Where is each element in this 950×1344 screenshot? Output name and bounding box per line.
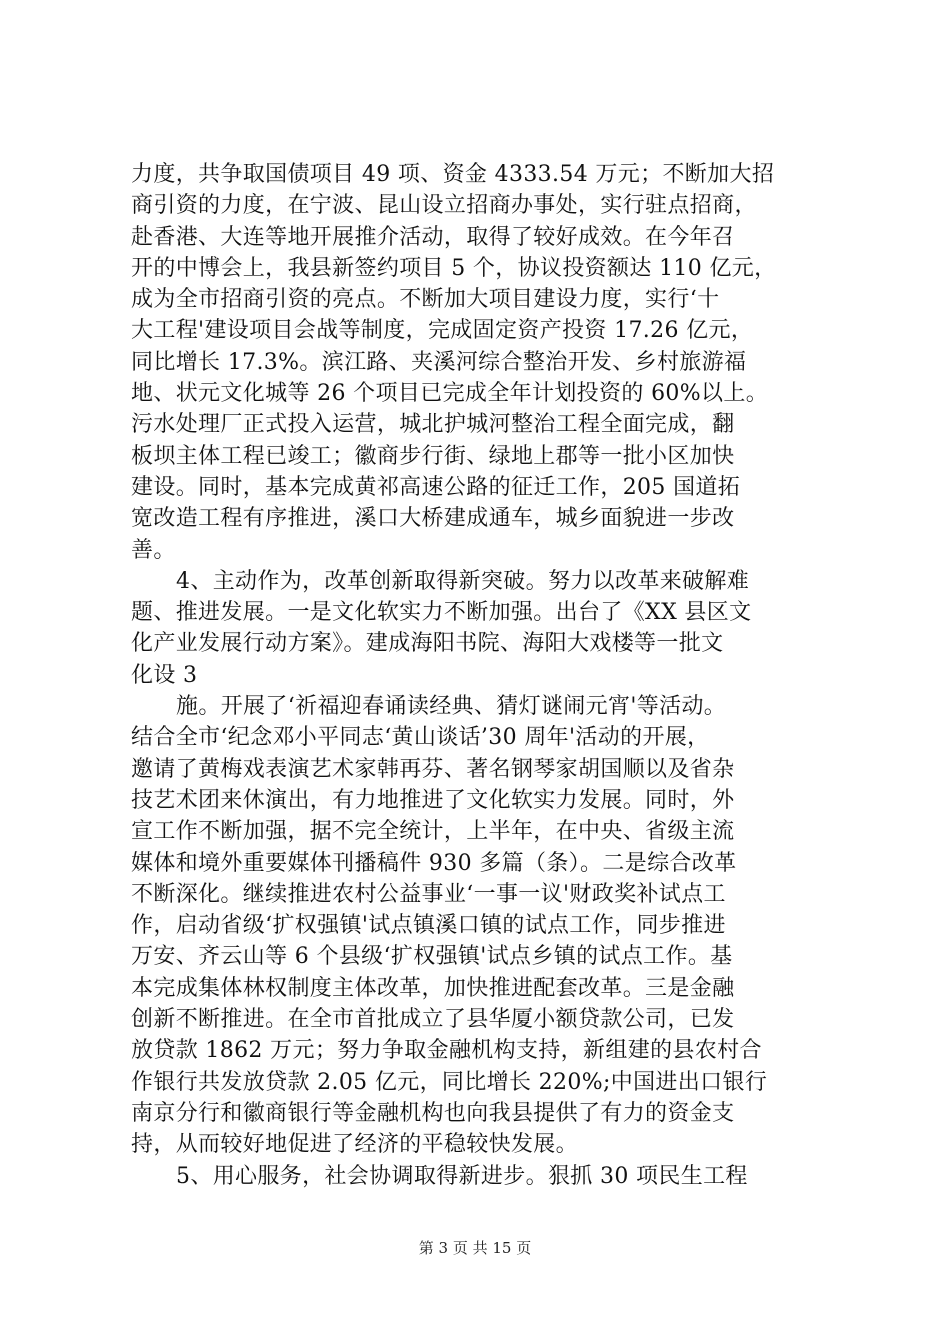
text-line: 开的中博会上，我县新签约项目 5 个，协议投资额达 110 亿元， [131,255,777,281]
text-line: 作银行共发放贷款 2.05 亿元，同比增长 220%;中国进出口银行 [131,1069,768,1095]
paragraph-start-line: 4、主动作为，改革创新取得新突破。努力以改革来破解难 [176,568,750,594]
text-line: 邀请了黄梅戏表演艺术家韩再芬、著名钢琴家胡国顺以及省杂 [131,756,735,782]
text-line: 力度，共争取国债项目 49 项、资金 4333.54 万元；不断加大招 [131,162,775,187]
text-line: 同比增长 17.3%。滨江路、夹溪河综合整治开发、乡村旅游福 [131,349,747,375]
text-line: 本完成集体林权制度主体改革，加快推进配套改革。三是金融 [131,975,735,1001]
text-line: 持，从而较好地促进了经济的平稳较快发展。 [131,1132,579,1158]
text-line: 创新不断推进。在全市首批成立了县华厦小额贷款公司，已发 [131,1007,735,1033]
text-line: 板坝主体工程已竣工；徽商步行街、绿地上郡等一批小区加快 [131,443,735,469]
text-line: 放贷款 1862 万元；努力争取金融机构支持，新组建的县农村合 [131,1038,762,1064]
text-line: 大工程'建设项目会战等制度，完成固定资产投资 17.26 亿元， [131,318,754,344]
text-line: 题、推进发展。一是文化软实力不断加强。出台了《XX 县区文 [131,600,752,626]
text-line: 南京分行和徽商银行等金融机构也向我县提供了有力的资金支 [131,1100,735,1126]
text-line: 结合全市‘纪念邓小平同志‘黄山谈话’30 周年'活动的开展， [131,725,710,751]
text-line: 宽改造工程有序推进，溪口大桥建成通车，城乡面貌进一步改 [131,506,735,532]
text-line: 建设。同时，基本完成黄祁高速公路的征迁工作，205 国道拓 [131,474,741,500]
document-body [131,159,843,1192]
text-line: 成为全市招商引资的亮点。不断加大项目建设力度，实行‘十 [131,287,720,313]
text-line: 化产业发展行动方案》。建成海阳书院、海阳大戏楼等一批文 [131,631,724,657]
text-line: 宣工作不断加强，据不完全统计，上半年，在中央、省级主流 [131,819,735,845]
paragraph-start-line: 施。开展了‘祈福迎春诵读经典、猜灯谜闹元宵'等活动。 [176,694,727,720]
paragraph-start-line: 5、用心服务，社会协调取得新进步。狠抓 30 项民生工程 [176,1163,748,1189]
text-line: 善。 [131,537,176,563]
text-line: 地、状元文化城等 26 个项目已完成全年计划投资的 60%以上。 [131,381,769,407]
text-line: 商引资的力度，在宁波、昆山设立招商办事处，实行驻点招商， [131,193,757,219]
text-line: 不断深化。继续推进农村公益事业‘一事一议'财政奖补试点工 [131,881,726,907]
text-line: 赴香港、大连等地开展推介活动，取得了较好成效。在今年召 [131,224,735,250]
text-line: 媒体和境外重要媒体刊播稿件 930 多篇（条）。二是综合改革 [131,850,737,876]
text-line: 化设 3 [131,662,198,688]
text-line: 技艺术团来休演出，有力地推进了文化软实力发展。同时，外 [131,787,735,813]
text-line: 作，启动省级‘扩权强镇'试点镇溪口镇的试点工作，同步推进 [131,913,726,939]
text-line: 污水处理厂正式投入运营，城北护城河整治工程全面完成，翻 [131,412,735,438]
text-line: 万安、齐云山等 6 个县级‘扩权强镇'试点乡镇的试点工作。基 [131,944,733,970]
page-number-footer: 第 3 页 共 15 页 [418,1239,532,1257]
